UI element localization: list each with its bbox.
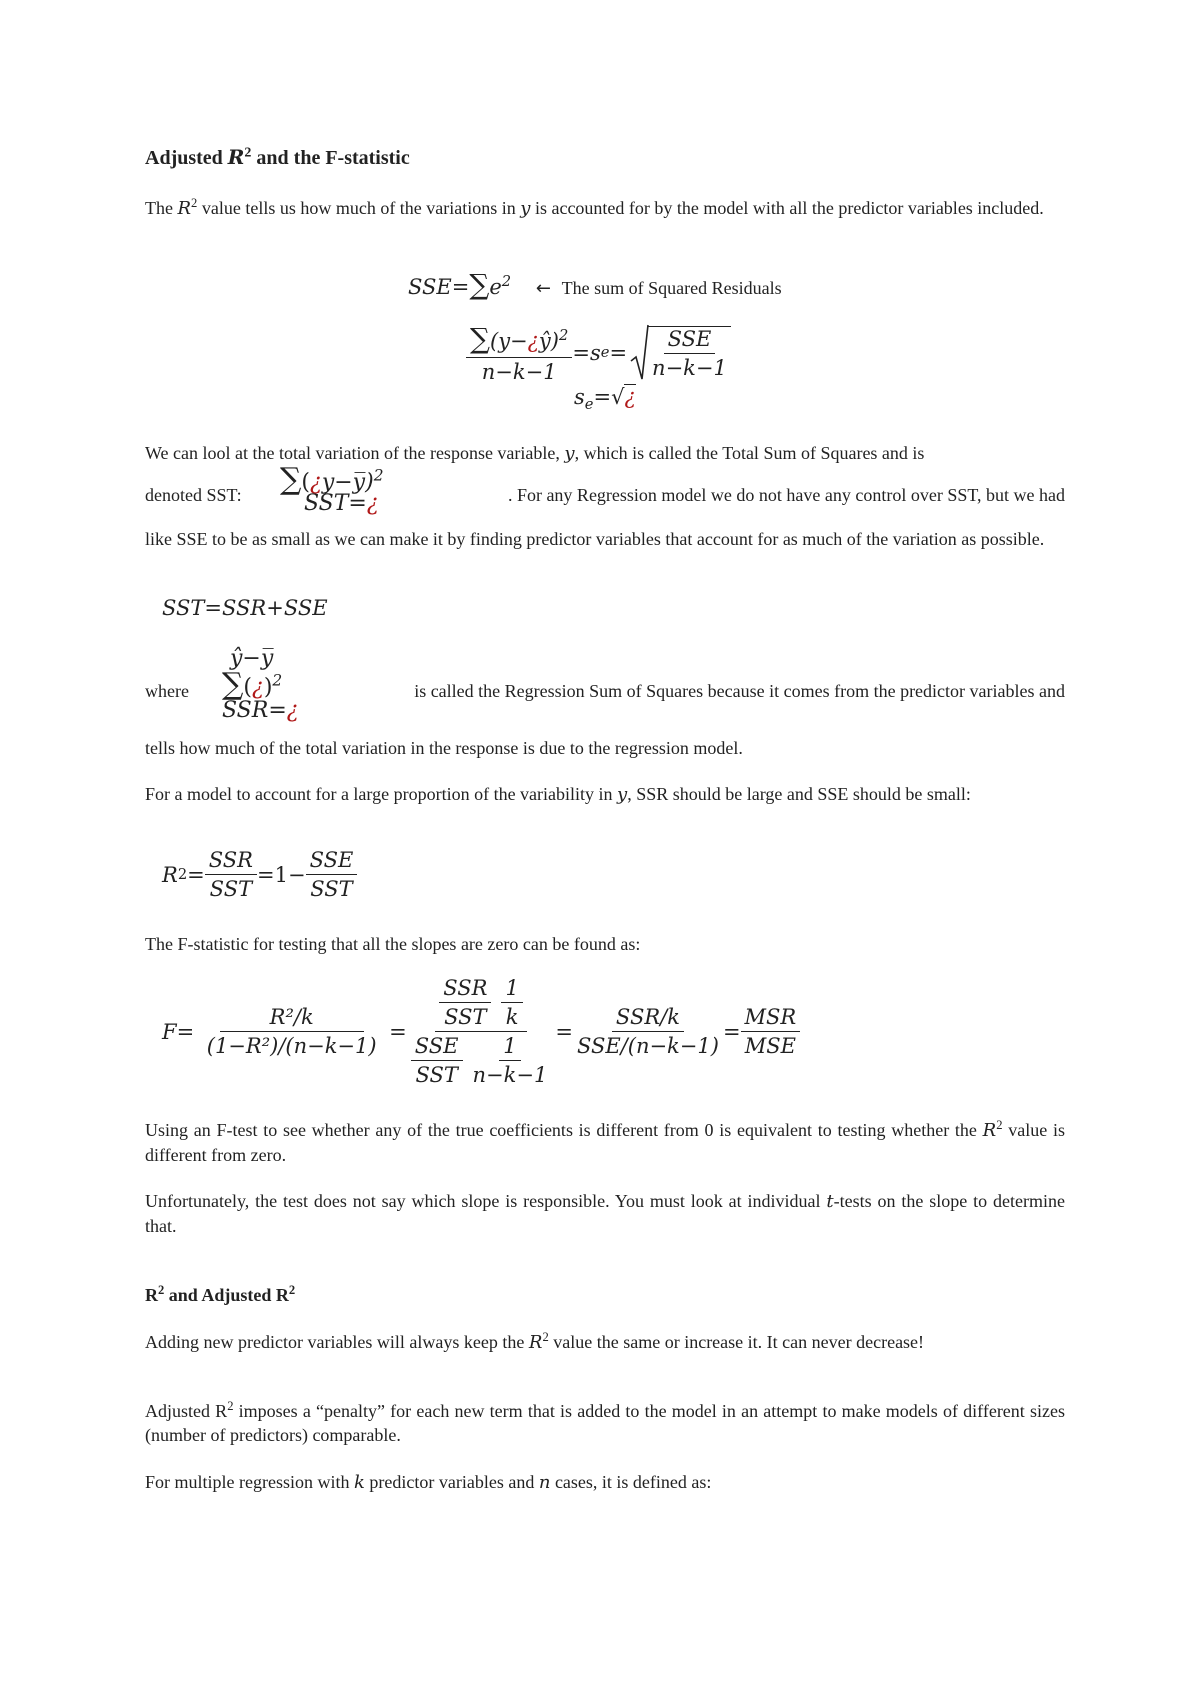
equation-se-sqrt bbox=[574, 385, 636, 414]
f-inner2-b bbox=[469, 1034, 552, 1087]
sse-note: The sum of Squared Residuals bbox=[561, 278, 782, 298]
se-den: n−k−1 bbox=[481, 360, 557, 384]
ssr-close: ) bbox=[263, 675, 273, 700]
title-r: R bbox=[227, 145, 245, 169]
section-heading-adjusted-r2 bbox=[145, 1285, 295, 1306]
f-frac2-den bbox=[407, 1032, 556, 1087]
p9-sup: 2 bbox=[227, 1399, 234, 1413]
p8-sup: 2 bbox=[542, 1330, 549, 1344]
p6-sup: 2 bbox=[996, 1118, 1003, 1132]
f-den3: SSE/(n−k−1) bbox=[576, 1034, 719, 1058]
p10-part1: For multiple regression with bbox=[145, 1472, 354, 1492]
se-num bbox=[466, 322, 572, 358]
f-num3: SSR/k bbox=[612, 1005, 684, 1032]
p6-r: R bbox=[982, 1120, 997, 1141]
sst-lhs: SST= bbox=[304, 491, 367, 516]
f-inner2-num-a: SSE bbox=[411, 1034, 463, 1061]
equation-ssr-definition bbox=[222, 646, 299, 723]
ssr-sum: ∑ bbox=[222, 667, 244, 702]
f-eq2: = bbox=[555, 1019, 573, 1044]
se-sqrt-den: n−k−1 bbox=[652, 356, 727, 380]
p1-r: R bbox=[177, 198, 192, 219]
p9-part2: imposes a “penalty” for each new term that is added to the model in an attempt to make models of different sizes (number of predictors) comparable. bbox=[145, 1401, 1065, 1445]
paragraph-penalty bbox=[145, 1399, 1065, 1447]
p1-part3: is accounted for by the model with all the predictor variables included. bbox=[530, 198, 1044, 218]
f-den4: MSE bbox=[744, 1034, 796, 1058]
f-frac2 bbox=[407, 976, 556, 1087]
f-inner-den-b: k bbox=[505, 1005, 519, 1029]
sse-sup: 2 bbox=[501, 273, 512, 290]
p7-part2: -tests on the slope to determine that. bbox=[145, 1191, 1065, 1236]
se-s: s bbox=[589, 341, 601, 365]
f-frac3 bbox=[573, 1005, 723, 1058]
sst-body: y−y̅) bbox=[321, 470, 374, 495]
equation-sst-definition bbox=[280, 462, 383, 516]
f-den1: (1−R²)/(n−k−1) bbox=[206, 1034, 377, 1058]
page-title bbox=[145, 145, 410, 170]
f-num4: MSR bbox=[741, 1005, 801, 1032]
r2-num1: SSR bbox=[205, 848, 257, 875]
r2-r: R bbox=[162, 862, 178, 887]
equation-f bbox=[162, 976, 800, 1087]
title-prefix: Adjusted bbox=[145, 147, 228, 169]
equation-se: $\frac{\sum(y-¿ŷ)^2}{n-k-1}$ = s e = $\frac{\text{SSE}}{n-k-1}$ bbox=[466, 322, 731, 384]
ssr-red2: ¿ bbox=[286, 698, 299, 723]
se-eq2: = bbox=[609, 341, 628, 365]
p2-line2: . For any Regression model we do not have any control over SST, but we had bbox=[507, 485, 1065, 505]
sse-e: e bbox=[489, 275, 502, 299]
p4-y: y bbox=[617, 784, 628, 805]
title-sup: 2 bbox=[244, 145, 252, 161]
sst-sup: 2 bbox=[373, 466, 384, 485]
h2-r1: R bbox=[145, 1285, 158, 1305]
p7-t: t bbox=[826, 1191, 834, 1212]
se-num-red: ¿ bbox=[527, 329, 539, 353]
p10-part3: cases, it is defined as: bbox=[550, 1472, 712, 1492]
sse-eq: = bbox=[451, 275, 470, 299]
p1-sup: 2 bbox=[191, 196, 198, 210]
paragraph-t-tests bbox=[145, 1189, 1065, 1238]
sst-red2: ¿ bbox=[366, 491, 379, 516]
sse-sum: ∑ bbox=[469, 268, 490, 301]
where-label: where bbox=[145, 681, 189, 701]
paragraph-r2-intro bbox=[145, 196, 1065, 221]
p3-text1: is called the Regression Sum of Squares because it comes from the predictor variables and bbox=[414, 681, 1065, 701]
title-suffix: and the F-statistic bbox=[251, 147, 410, 169]
f-num1: R²/k bbox=[220, 1005, 364, 1032]
p2-line3: like SSE to be as small as we can make it by finding predictor variables that account for as much of the variation as possible. bbox=[145, 529, 1045, 549]
f-inner-b bbox=[501, 976, 522, 1029]
h2-mid: and Adjusted R bbox=[164, 1285, 289, 1305]
p10-k: k bbox=[353, 1472, 365, 1493]
p9-part1: Adjusted R bbox=[145, 1401, 228, 1421]
p7-part1: Unfortunately, the test does not say which slope is responsible. You must look at individual bbox=[145, 1191, 827, 1211]
p8-part2: value the same or increase it. It can never decrease! bbox=[548, 1332, 925, 1352]
p10-part2: predictor variables and bbox=[364, 1472, 539, 1492]
sse-lhs: SSE bbox=[408, 275, 452, 299]
f-inner-num-a: SSR bbox=[439, 976, 491, 1003]
ssr-open: ( bbox=[243, 675, 253, 700]
f-frac1 bbox=[194, 1005, 389, 1058]
p3-text2: tells how much of the total variation in the response is due to the regression model. bbox=[145, 738, 743, 758]
r2-den2: SST bbox=[310, 877, 353, 901]
ssr-top: ŷ−y̅ bbox=[230, 646, 274, 671]
se2-s: s bbox=[574, 385, 585, 409]
f-frac4 bbox=[741, 1005, 801, 1058]
paragraph-multiple-regression bbox=[145, 1470, 1065, 1495]
f-inner2-a bbox=[411, 1034, 463, 1087]
f-inner-a bbox=[439, 976, 491, 1029]
se2-eq: =√ bbox=[593, 385, 625, 409]
f-inner-den-a: SST bbox=[444, 1005, 487, 1029]
h2-sup2: 2 bbox=[288, 1283, 296, 1297]
se-yhat: ŷ) bbox=[538, 329, 559, 353]
equation-sst-sum: SST=SSR+SSE bbox=[162, 596, 328, 620]
paragraph-f-test bbox=[145, 1118, 1065, 1167]
p10-n: n bbox=[538, 1472, 551, 1493]
equation-sse bbox=[408, 268, 782, 301]
p8-r: R bbox=[528, 1332, 543, 1353]
f-inner2-den-a: SST bbox=[415, 1063, 458, 1087]
f-inner2-den-b: n−k−1 bbox=[472, 1063, 548, 1087]
p1-y: y bbox=[520, 198, 531, 219]
ssr-sup: 2 bbox=[272, 671, 283, 690]
p4-part2: , SSR should be large and SSE should be small: bbox=[627, 784, 971, 804]
p1-part1: The bbox=[145, 198, 178, 218]
p4-part1: For a model to account for a large proportion of the variability in bbox=[145, 784, 618, 804]
r2-frac1 bbox=[205, 848, 257, 901]
p6-part1: Using an F-test to see whether any of the true coefficients is different from 0 is equivalent to testing whether the bbox=[145, 1120, 983, 1140]
sqrt-icon bbox=[629, 323, 649, 383]
paragraph-adding-predictors bbox=[145, 1330, 1065, 1355]
denoted-sst-label: denoted SST: bbox=[145, 485, 242, 505]
se2-red: ¿ bbox=[624, 385, 636, 409]
paragraph-f-intro: The F-statistic for testing that all the slopes are zero can be found as: bbox=[145, 934, 641, 954]
r2-den1: SST bbox=[209, 877, 253, 901]
se-fraction bbox=[466, 322, 572, 384]
p2-y: y bbox=[564, 443, 575, 464]
p6-part2: value is different from zero. bbox=[145, 1120, 1065, 1165]
sst-sum: ∑ bbox=[280, 462, 302, 497]
h2-sup1: 2 bbox=[158, 1283, 165, 1297]
p2-line1: We can lool at the total variation of the response variable, bbox=[145, 443, 565, 463]
se2-sub: e bbox=[584, 396, 594, 414]
ssr-lhs: SSR= bbox=[222, 698, 287, 723]
se-eq1: = bbox=[572, 341, 590, 365]
f-lhs: F= bbox=[162, 1019, 195, 1044]
se-sqrt-fraction bbox=[648, 326, 731, 380]
f-inner2-num-b: 1 bbox=[499, 1034, 520, 1061]
p1-part2: value tells us how much of the variations in bbox=[197, 198, 521, 218]
paragraph-ssr-large bbox=[145, 782, 1065, 807]
se-num-sup: 2 bbox=[558, 327, 569, 344]
se-sqrt-num: SSE bbox=[664, 327, 716, 354]
sst-red1: ¿ bbox=[310, 470, 322, 495]
r2-eq2: =1− bbox=[257, 862, 306, 887]
r2-frac2 bbox=[306, 848, 358, 901]
p2-line1b: , which is called the Total Sum of Squares and is bbox=[574, 443, 925, 463]
f-inner-num-b: 1 bbox=[501, 976, 522, 1003]
sst-open-paren: ( bbox=[301, 470, 311, 495]
ssr-red: ¿ bbox=[252, 675, 264, 700]
equation-r2: R 2 = $\frac{\text{SSR}}{\text{SST}}$ =1− $\frac{\text{SSE}}{\text{SST}}$ bbox=[162, 848, 357, 901]
p8-part1: Adding new predictor variables will always keep the bbox=[145, 1332, 529, 1352]
f-frac2-num bbox=[435, 976, 527, 1032]
f-eq1: = bbox=[389, 1019, 407, 1044]
left-arrow-icon: ← bbox=[535, 278, 551, 299]
se-num-body: (y− bbox=[490, 329, 528, 353]
r2-num2: SSE bbox=[306, 848, 358, 875]
r2-eq: = bbox=[187, 862, 205, 887]
se-sum: ∑ bbox=[470, 322, 490, 355]
f-eq3: = bbox=[722, 1019, 741, 1044]
